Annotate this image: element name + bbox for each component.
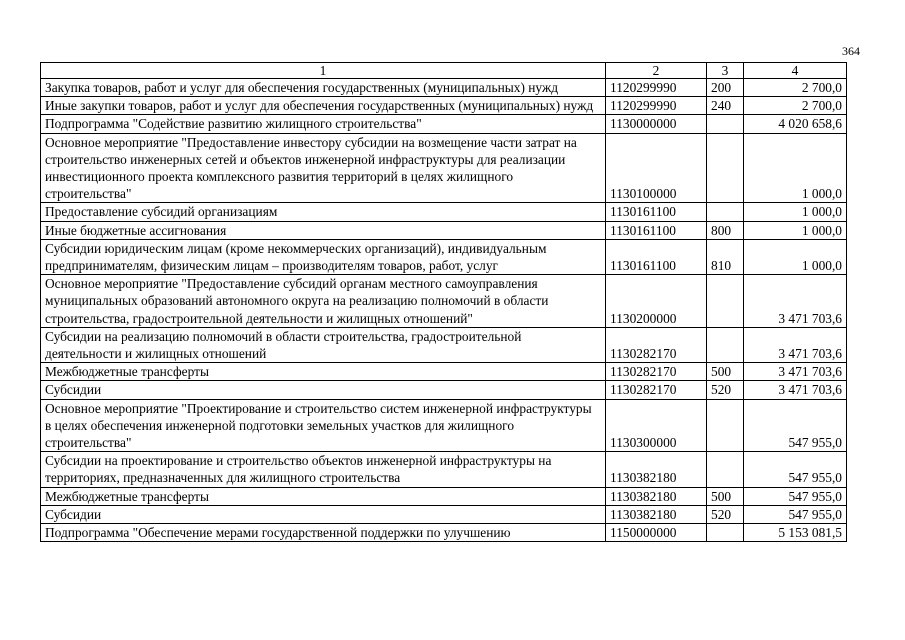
row-kind-cell (707, 203, 744, 221)
row-name-cell: Основное мероприятие "Предоставление инвестору субсидии на возмещение части затрат на строительство инженерных сетей и объектов инженерной инфраструктуры для реализации инвестиционного проекта комплексного развития территорий в целях жилищного строительства" (41, 133, 606, 203)
row-kind-cell: 500 (707, 487, 744, 505)
table-row (41, 524, 847, 542)
table-row (41, 327, 847, 362)
row-amount-cell: 1 000,0 (744, 221, 847, 239)
row-kind-cell (707, 115, 744, 133)
row-name-cell: Закупка товаров, работ и услуг для обеспечения государственных (муниципальных) нужд (41, 79, 606, 97)
row-name-cell: Предоставление субсидий организациям (41, 203, 606, 221)
table-row (41, 275, 847, 328)
row-amount-cell: 3 471 703,6 (744, 363, 847, 381)
row-code-cell: 1130200000 (606, 275, 707, 328)
row-amount-cell: 3 471 703,6 (744, 381, 847, 399)
row-amount-cell: 4 020 658,6 (744, 115, 847, 133)
row-code-cell: 1150000000 (606, 524, 707, 542)
table-row (41, 487, 847, 505)
row-kind-cell (707, 452, 744, 487)
row-name-cell: Субсидии на реализацию полномочий в области строительства, градостроительной деятельности и жилищных отношений (41, 327, 606, 362)
row-code-cell: 1120299990 (606, 79, 707, 97)
row-code-cell: 1130382180 (606, 452, 707, 487)
row-code-cell: 1120299990 (606, 97, 707, 115)
header-cell-code: 2 (606, 63, 707, 79)
row-code-cell: 1130161100 (606, 239, 707, 274)
row-kind-cell: 200 (707, 79, 744, 97)
row-name-cell: Основное мероприятие "Предоставление субсидий органам местного самоуправления муниципальных образований автономного округа на реализацию полномочий в области строительства, градостроительной деятельности и жилищных отношений" (41, 275, 606, 328)
row-kind-cell: 240 (707, 97, 744, 115)
row-kind-cell: 520 (707, 505, 744, 523)
row-code-cell: 1130382180 (606, 487, 707, 505)
row-name-cell: Подпрограмма "Содействие развитию жилищного строительства" (41, 115, 606, 133)
header-cell-amount: 4 (744, 63, 847, 79)
row-name-cell: Основное мероприятие "Проектирование и строительство систем инженерной инфраструктуры в целях обеспечения инженерной подготовки земельных участков для жилищного строительства" (41, 399, 606, 452)
row-code-cell: 1130161100 (606, 203, 707, 221)
row-name-cell: Иные бюджетные ассигнования (41, 221, 606, 239)
row-kind-cell: 520 (707, 381, 744, 399)
row-amount-cell: 2 700,0 (744, 97, 847, 115)
row-amount-cell: 1 000,0 (744, 133, 847, 203)
row-amount-cell: 547 955,0 (744, 487, 847, 505)
row-amount-cell: 547 955,0 (744, 399, 847, 452)
row-name-cell: Межбюджетные трансферты (41, 487, 606, 505)
table-row (41, 115, 847, 133)
row-code-cell: 1130000000 (606, 115, 707, 133)
row-code-cell: 1130382180 (606, 505, 707, 523)
row-amount-cell: 1 000,0 (744, 239, 847, 274)
row-amount-cell: 2 700,0 (744, 79, 847, 97)
header-cell-name: 1 (41, 63, 606, 79)
table-row (41, 79, 847, 97)
table-row (41, 133, 847, 203)
row-name-cell: Подпрограмма "Обеспечение мерами государственной поддержки по улучшению (41, 524, 606, 542)
row-code-cell: 1130282170 (606, 381, 707, 399)
header-cell-kind: 3 (707, 63, 744, 79)
row-code-cell: 1130100000 (606, 133, 707, 203)
table-row (41, 399, 847, 452)
row-amount-cell: 3 471 703,6 (744, 327, 847, 362)
table-row (41, 363, 847, 381)
row-name-cell: Субсидии юридическим лицам (кроме некоммерческих организаций), индивидуальным предпринимателям, физическим лицам – производителям товаров, работ, услуг (41, 239, 606, 274)
page-number: 364 (842, 44, 860, 58)
row-code-cell: 1130300000 (606, 399, 707, 452)
row-kind-cell (707, 133, 744, 203)
row-name-cell: Межбюджетные трансферты (41, 363, 606, 381)
row-amount-cell: 547 955,0 (744, 452, 847, 487)
budget-table (40, 62, 847, 542)
row-amount-cell: 547 955,0 (744, 505, 847, 523)
row-name-cell: Субсидии (41, 381, 606, 399)
row-amount-cell: 5 153 081,5 (744, 524, 847, 542)
row-kind-cell: 800 (707, 221, 744, 239)
row-kind-cell: 500 (707, 363, 744, 381)
table-row (41, 239, 847, 274)
table-row (41, 97, 847, 115)
row-kind-cell (707, 524, 744, 542)
row-kind-cell (707, 327, 744, 362)
row-name-cell: Субсидии на проектирование и строительство объектов инженерной инфраструктуры на территориях, предназначенных для жилищного строительства (41, 452, 606, 487)
table-row (41, 505, 847, 523)
row-amount-cell: 1 000,0 (744, 203, 847, 221)
table-row (41, 221, 847, 239)
table-header-row (41, 63, 847, 79)
row-kind-cell (707, 399, 744, 452)
row-name-cell: Иные закупки товаров, работ и услуг для обеспечения государственных (муниципальных) нужд (41, 97, 606, 115)
row-kind-cell (707, 275, 744, 328)
row-name-cell: Субсидии (41, 505, 606, 523)
table-row (41, 381, 847, 399)
row-code-cell: 1130282170 (606, 363, 707, 381)
row-code-cell: 1130161100 (606, 221, 707, 239)
table-row (41, 203, 847, 221)
table-row (41, 452, 847, 487)
row-kind-cell: 810 (707, 239, 744, 274)
row-code-cell: 1130282170 (606, 327, 707, 362)
row-amount-cell: 3 471 703,6 (744, 275, 847, 328)
